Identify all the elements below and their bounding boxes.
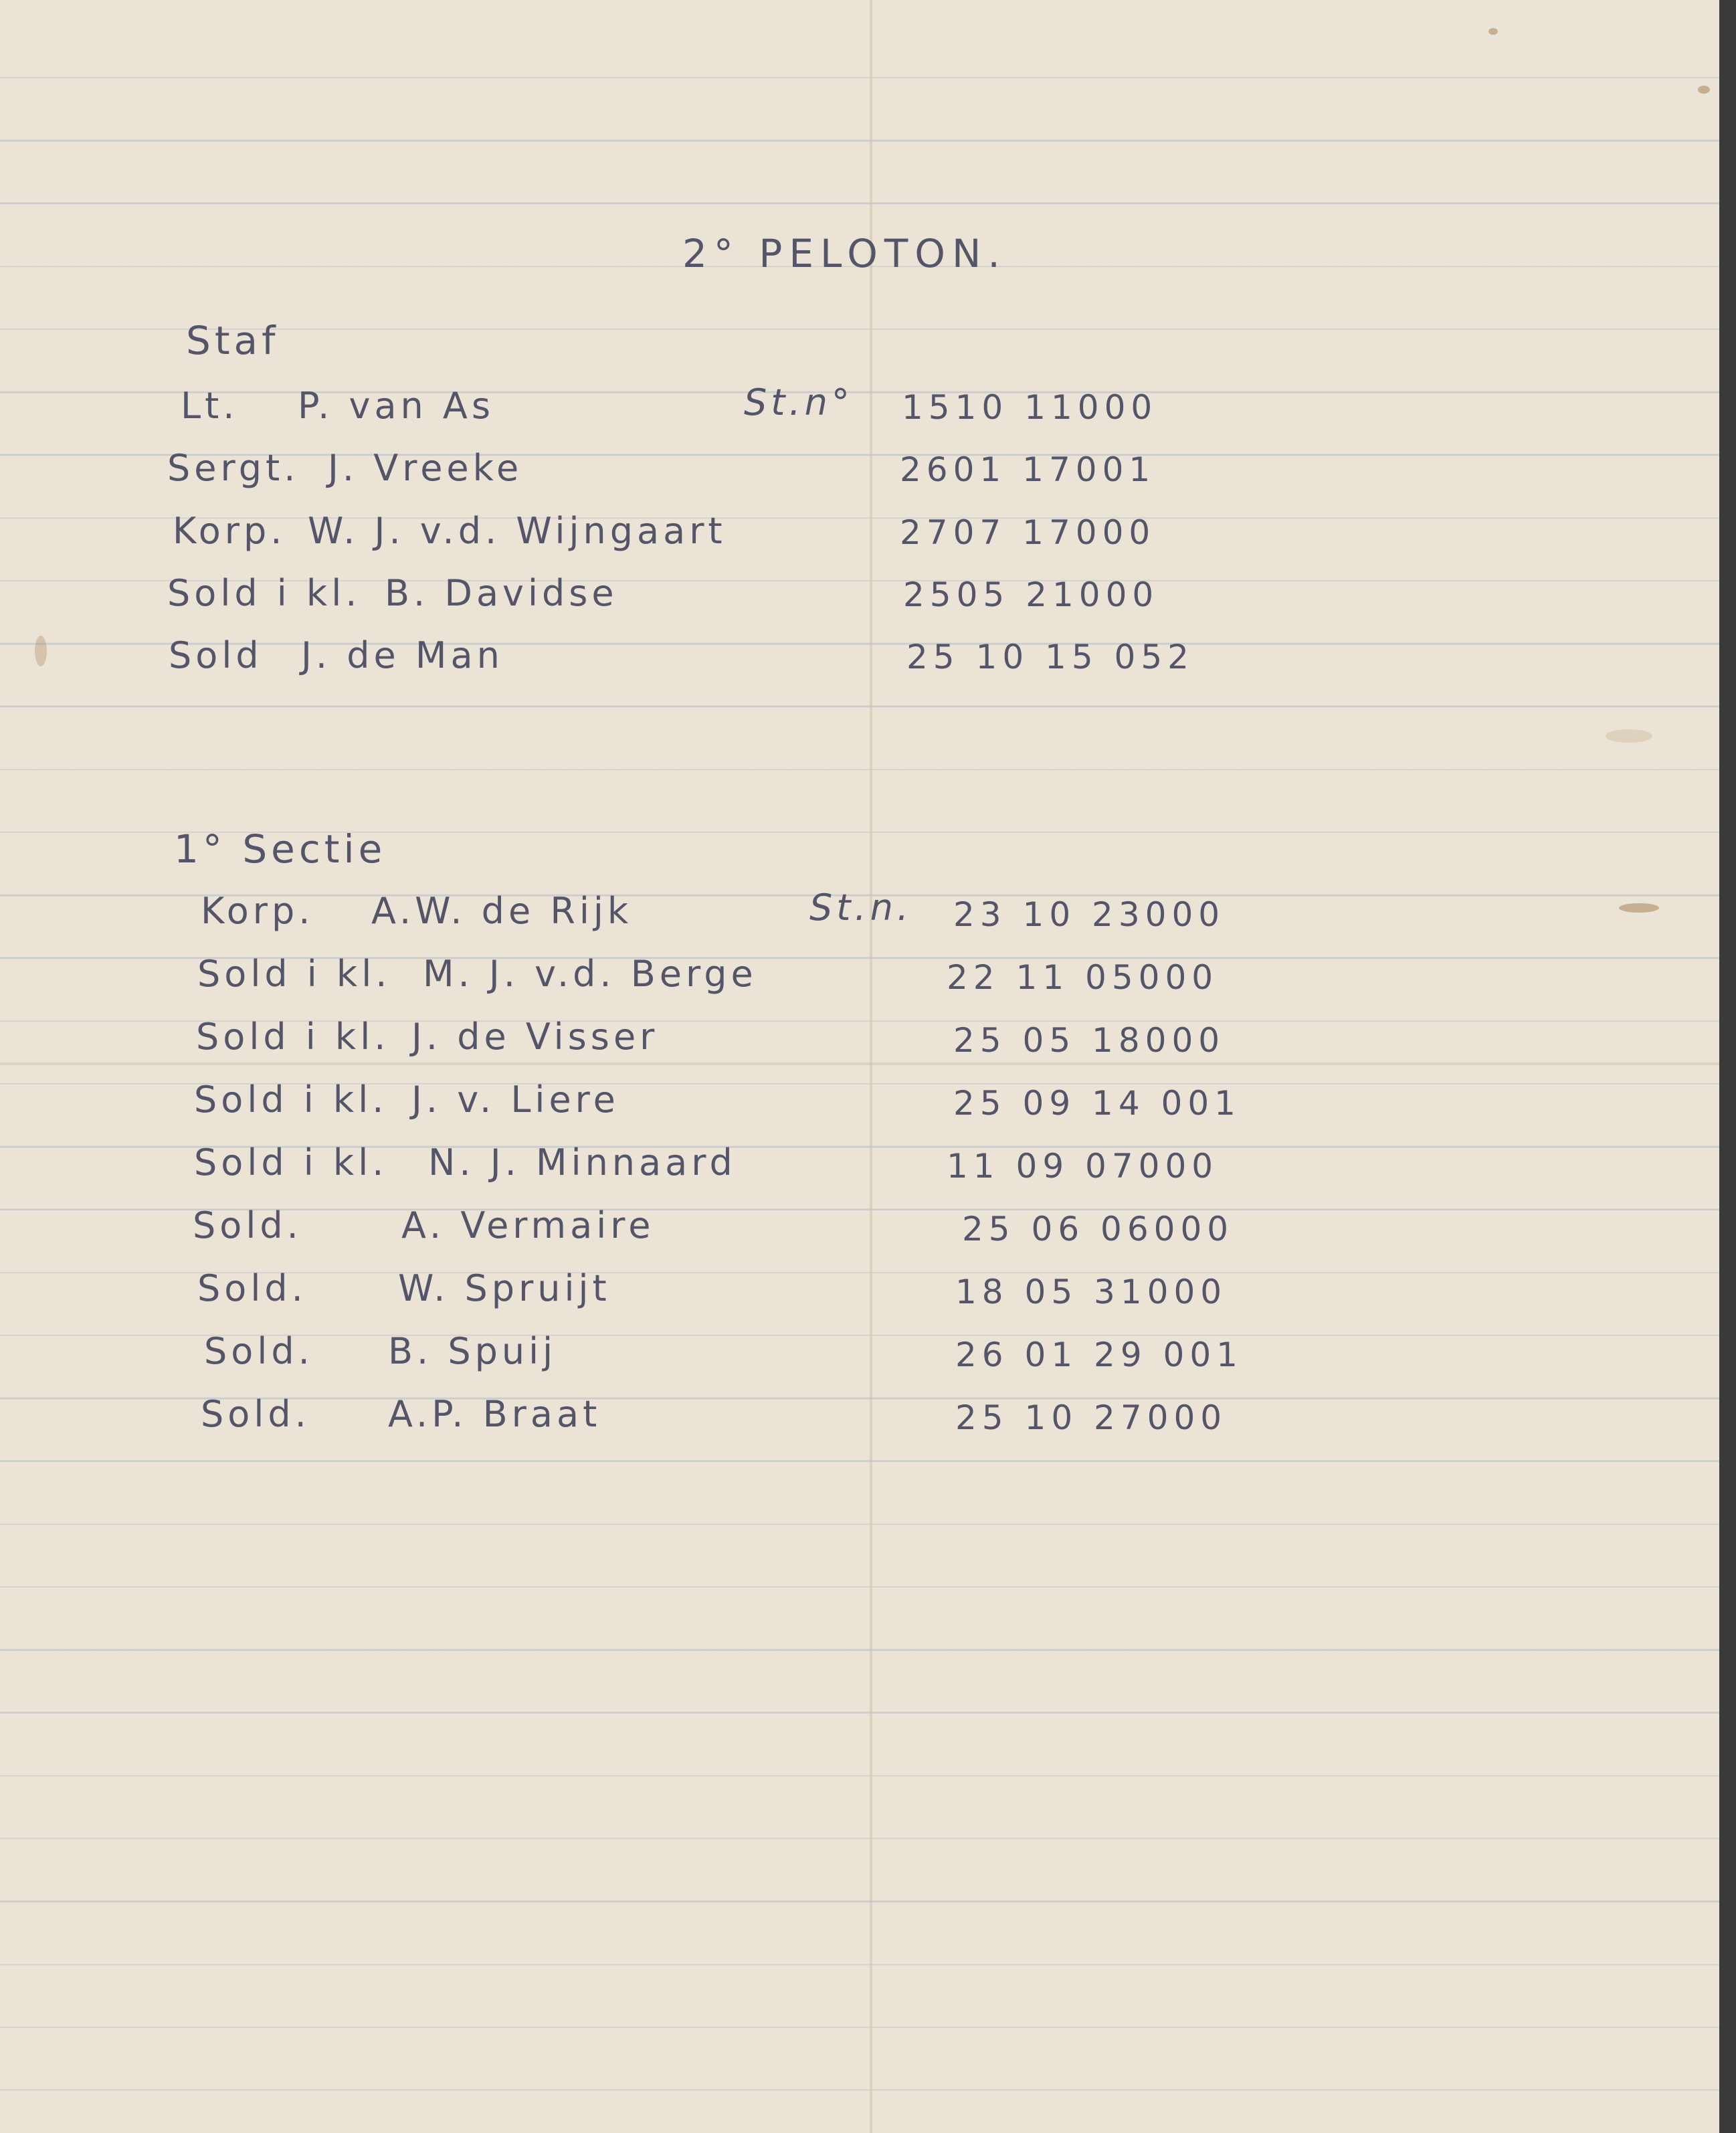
sectie-row-6-rank: Sold.	[193, 1204, 302, 1246]
sectie-row-1-number: 23 10 23000	[953, 895, 1226, 934]
page-title: 2° PELOTON.	[682, 231, 1007, 276]
sectie-row-7-number: 18 05 31000	[955, 1273, 1228, 1311]
staf-row-3-rank: Korp.	[173, 510, 286, 552]
rust-stain	[1606, 729, 1652, 743]
staf-row-2-number: 2601 17001	[900, 450, 1156, 489]
sectie-row-5-name: N. J. Minnaard	[428, 1141, 737, 1184]
sectie-row-8-number: 26 01 29 001	[955, 1335, 1243, 1374]
sectie-row-6-name: A. Vermaire	[401, 1204, 655, 1246]
staf-row-1-rank: Lt.	[181, 385, 239, 427]
sectie-row-3-number: 25 05 18000	[953, 1021, 1226, 1060]
section-heading-staf: Staf	[186, 318, 280, 363]
sectie-row-4-rank: Sold i kl.	[194, 1079, 388, 1121]
sectie-row-4-name: J. v. Liere	[411, 1079, 619, 1121]
section-heading-sectie: 1° Sectie	[174, 826, 387, 872]
sectie-row-3-rank: Sold i kl.	[196, 1016, 390, 1058]
staf-row-4-name: B. Davidse	[385, 572, 618, 614]
rust-stain	[1488, 28, 1498, 35]
sectie-row-3-name: J. de Visser	[411, 1016, 659, 1058]
stamnummer-label: St.n.	[809, 887, 913, 929]
staf-row-5-number: 25 10 15 052	[906, 638, 1194, 676]
sectie-row-7-name: W. Spruijt	[398, 1267, 611, 1309]
sectie-row-2-number: 22 11 05000	[947, 958, 1219, 997]
rust-stain	[35, 636, 47, 666]
sectie-row-1-name: A.W. de Rijk	[371, 890, 633, 932]
sectie-row-7-rank: Sold.	[197, 1267, 307, 1309]
staf-row-1-name: P. van As	[298, 385, 494, 427]
sectie-row-1-rank: Korp.	[201, 890, 314, 932]
staf-row-5-rank: Sold	[169, 634, 263, 676]
rust-stain	[1619, 903, 1659, 913]
sectie-row-9-number: 25 10 27000	[955, 1398, 1228, 1437]
staf-row-5-name: J. de Man	[301, 634, 504, 676]
sectie-row-4-number: 25 09 14 001	[953, 1084, 1241, 1123]
stamnummer-label: St.n°	[744, 381, 854, 424]
staf-row-1-number: 1510 11000	[902, 388, 1158, 427]
rust-stain	[1698, 86, 1710, 94]
staf-row-3-name: W. J. v.d. Wijngaart	[308, 510, 727, 552]
sectie-row-5-rank: Sold i kl.	[194, 1141, 388, 1184]
staf-row-3-number: 2707 17000	[900, 513, 1156, 552]
staf-row-2-rank: Sergt.	[167, 447, 300, 489]
vertical-fold-crease	[870, 0, 872, 2133]
staf-row-4-rank: Sold i kl.	[167, 572, 361, 614]
sectie-row-8-name: B. Spuij	[388, 1330, 557, 1372]
sectie-row-2-rank: Sold i kl.	[197, 953, 391, 995]
sectie-row-8-rank: Sold.	[204, 1330, 314, 1372]
sectie-row-9-rank: Sold.	[201, 1393, 310, 1435]
staf-row-2-name: J. Vreeke	[328, 447, 523, 489]
staf-row-4-number: 2505 21000	[903, 575, 1159, 614]
horizontal-fold-crease	[0, 1062, 1719, 1065]
sectie-row-6-number: 25 06 06000	[962, 1210, 1234, 1248]
sectie-row-5-number: 11 09 07000	[947, 1147, 1219, 1186]
sectie-row-2-name: M. J. v.d. Berge	[423, 953, 757, 995]
sectie-row-9-name: A.P. Braat	[388, 1393, 601, 1435]
